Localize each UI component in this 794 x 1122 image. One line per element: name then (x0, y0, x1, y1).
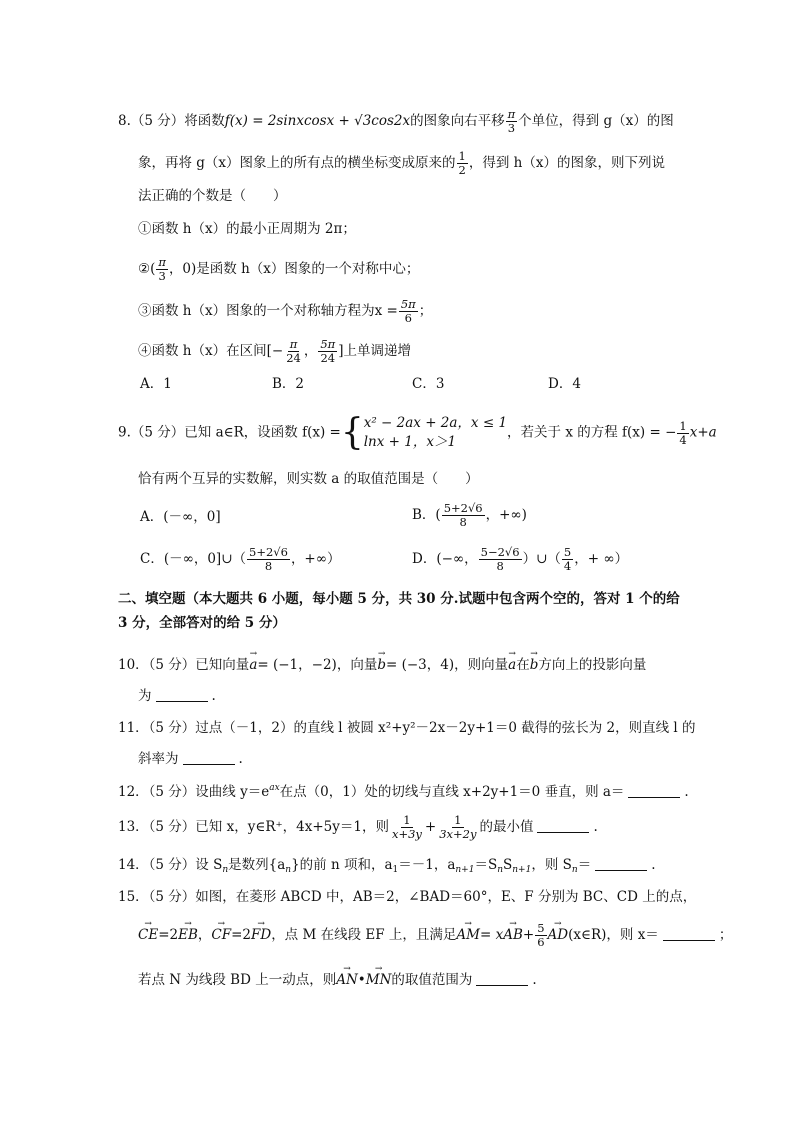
q8-option-c: C．3 (412, 376, 445, 392)
q11-line2: 斜率为 . (138, 751, 243, 767)
q13-answer-blank[interactable] (537, 832, 589, 833)
q11-answer-blank[interactable] (183, 764, 235, 765)
q14-answer-blank[interactable] (595, 870, 647, 871)
q15-line3: 若点 N 为线段 BD 上一动点，则→ AN•→ MN的取值范围为 . (138, 967, 537, 990)
section-2-heading: 二、填空题（本大题共 6 小题，每小题 5 分，共 30 分.试题中包含两个空的，答对 1 个的给 (118, 591, 680, 607)
q8-statement-3: ③函数 h（x）图象的一个对称轴方程为x = $\frac{5\pi}{6}$ ； (138, 297, 433, 325)
q8-line2: 象，再将 g（x）图象上的所有点的横坐标变成原来的 $\frac{1}{2}$ ，得到 h（x）的图象，则下列说 (138, 149, 665, 177)
q9-piecewise: x² − 2ax + 2a，x ≤ 1 lnx + 1，x＞1 (363, 415, 508, 450)
q13-line: 13．（5 分）已知 x，y∈R⁺，4x+5y＝1，则 $\frac{1}{x+3y}$ + $\frac{1}{3x+2y}$ 的最小值 . (118, 813, 598, 841)
q14-line: 14．（5 分）设 $S_n$是数列$\{a_n\}$的前 n 项和，$a_1=-1$，$a_{n+1}=S_nS_{n+1}$，则 $S_n=$ . (118, 857, 656, 875)
q15-line1: 15．（5 分）如图，在菱形 ABCD 中，AB＝2，∠BAD＝60°，E、F 分别为 BC、CD 上的点， (118, 889, 697, 905)
q8-option-b: B．2 (272, 376, 305, 392)
q10-line1: 10．（5 分）已知向量→ a= (−1，−2)，向量→ b= (−3，4)，则向量→ a在→ b方向上的投影向量 (118, 652, 646, 675)
q8-function: f(x) = 2sinxcosx + √3cos2x (224, 113, 411, 129)
q9-number: 9. (118, 424, 131, 441)
q9-line1: 9.（5 分）已知 a∈R，设函数 f(x) ={ x² − 2ax + 2a，x ≤ 1 lnx + 1，x＞1 ，若关于 x 的方程 f(x) = − $\frac{1}{4}$ x+a (118, 412, 717, 453)
q8-shift-fraction: $\frac{\pi}{3}$ (507, 107, 516, 135)
q15-line2: → CE=2→ EB，→ CF=2→ FD，点 M 在线段 EF 上，且满足→ AM= x→ AB+ $\frac{5}{6}$ → AD(x∈R)，则 x＝ ； (138, 922, 732, 949)
q8-scale-fraction: $\frac{1}{2}$ (458, 149, 466, 177)
q10-line2: 为 . (138, 688, 216, 704)
q15-answer-blank-2[interactable] (476, 985, 528, 986)
q11-line1: 11．（5 分）过点（－1，2）的直线 l 被圆 x²+y²－2x－2y+1＝0 截得的弦长为 2，则直线 l 的 (118, 720, 696, 736)
q9-option-d: D．(−∞， $\frac{5-2√6}{8}$ ）∪（ $\frac{5}{4}$ ，+ ∞） (412, 545, 629, 573)
q10-answer-blank[interactable] (156, 701, 208, 702)
q8-statement-4: ④函数 h（x）在区间[− $\frac{\pi}{24}$ ， $\frac{5\pi}{24}$ ]上单调递增 (138, 337, 411, 365)
q12-answer-blank[interactable] (628, 797, 680, 798)
q8-statement-2: ②( $\frac{\pi}{3}$ ，0)是函数 h（x）图象的一个对称中心； (138, 255, 420, 283)
q8-option-a: A．1 (140, 376, 172, 392)
q9-line2: 恰有两个互异的实数解，则实数 a 的取值范围是（ ） (138, 471, 479, 487)
q9-brace: { (340, 412, 364, 453)
section-2-heading-cont: 3 分，全部答对的给 5 分） (118, 615, 286, 631)
q8-number: 8. (118, 113, 131, 129)
q8-statement-1: ①函数 h（x）的最小正周期为 2π； (138, 221, 356, 237)
q15-answer-blank-1[interactable] (663, 940, 715, 941)
q9-option-a: A．(－∞，0] (140, 509, 221, 525)
q12-line: 12．（5 分）设曲线 $y=e^{ax}$在点（0，1）处的切线与直线 x+2y+1＝0 垂直，则 a＝ . (118, 783, 689, 800)
q8-line1: 8.（5 分）将函数f(x) = 2sinxcosx + √3cos2x的图象向右平移 $\frac{\pi}{3}$ 个单位，得到 g（x）的图 (118, 107, 674, 135)
q9-option-c: C．(－∞，0]∪（ $\frac{5+2√6}{8}$ ，+∞） (140, 545, 341, 573)
q8-option-d: D．4 (548, 376, 581, 392)
q9-option-b: B．( $\frac{5+2√6}{8}$ ，+∞) (412, 501, 527, 529)
q8-line3: 法正确的个数是（ ） (138, 188, 287, 204)
